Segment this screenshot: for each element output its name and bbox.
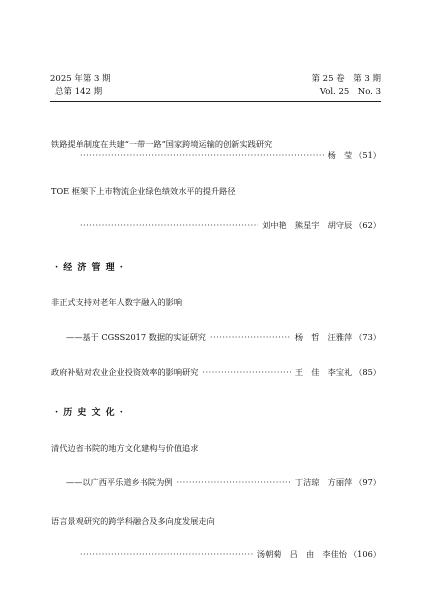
article-title: 语言景观研究的跨学科融合及多向度发展走向 <box>51 516 215 526</box>
toc-entry <box>66 332 381 343</box>
article-page: （97） <box>354 477 381 487</box>
total-issue: 总第 142 期 <box>55 87 103 97</box>
article-title: 非正式支持对老年人数字融入的影响 <box>51 297 183 307</box>
article-authors: 丁洁琼 方丽萍 <box>294 477 353 487</box>
dot-leader <box>80 549 253 560</box>
toc-entry <box>76 220 381 231</box>
article-page: （73） <box>354 332 381 342</box>
article-authors: 王 佳 李宝礼 <box>294 367 353 377</box>
article-authors: 杨 哲 汪雅萍 <box>294 332 353 342</box>
volume-issue-cn: 第 25 卷 第 3 期 <box>311 74 381 84</box>
dot-leader <box>202 367 290 378</box>
dot-leader <box>80 220 258 231</box>
toc-entry <box>76 549 381 560</box>
year-issue: 2025 年第 3 期 <box>50 74 111 84</box>
article-page: （106） <box>348 549 381 559</box>
dot-leader <box>176 477 290 488</box>
section-heading: · 经 济 管 理 · <box>55 263 124 273</box>
article-authors: 汤朝菊 吕 由 李佳怡 <box>256 549 347 559</box>
article-subtitle: ——以广西平乐道乡书院为例 <box>66 477 173 487</box>
article-authors: 刘中艳 熊星宇 胡守辰 <box>262 220 353 230</box>
toc-entry <box>66 477 381 488</box>
article-title: TOE 框架下上市物流企业绿色绩效水平的提升路径 <box>51 186 236 196</box>
toc-entry <box>76 150 381 161</box>
article-title: 清代边省书院的地方文化建构与价值追求 <box>51 443 199 453</box>
dot-leader <box>80 150 324 161</box>
header-rule <box>50 101 381 102</box>
toc-entry <box>51 367 381 378</box>
dot-leader <box>210 332 291 343</box>
article-authors: 杨 莹 <box>327 150 353 160</box>
article-title: 政府补贴对农业企业投资效率的影响研究 <box>51 367 199 377</box>
article-page: （62） <box>354 220 381 230</box>
article-page: （85） <box>354 367 381 377</box>
article-page: （51） <box>354 150 381 160</box>
section-heading: · 历 史 文 化 · <box>55 408 124 418</box>
article-subtitle: ——基于 CGSS2017 数据的实证研究 <box>66 332 206 342</box>
article-title: 铁路提单制度在共建“一带一路”国家跨境运输的创新实践研究 <box>51 139 273 149</box>
volume-issue-en: Vol. 25 No. 3 <box>319 87 381 97</box>
